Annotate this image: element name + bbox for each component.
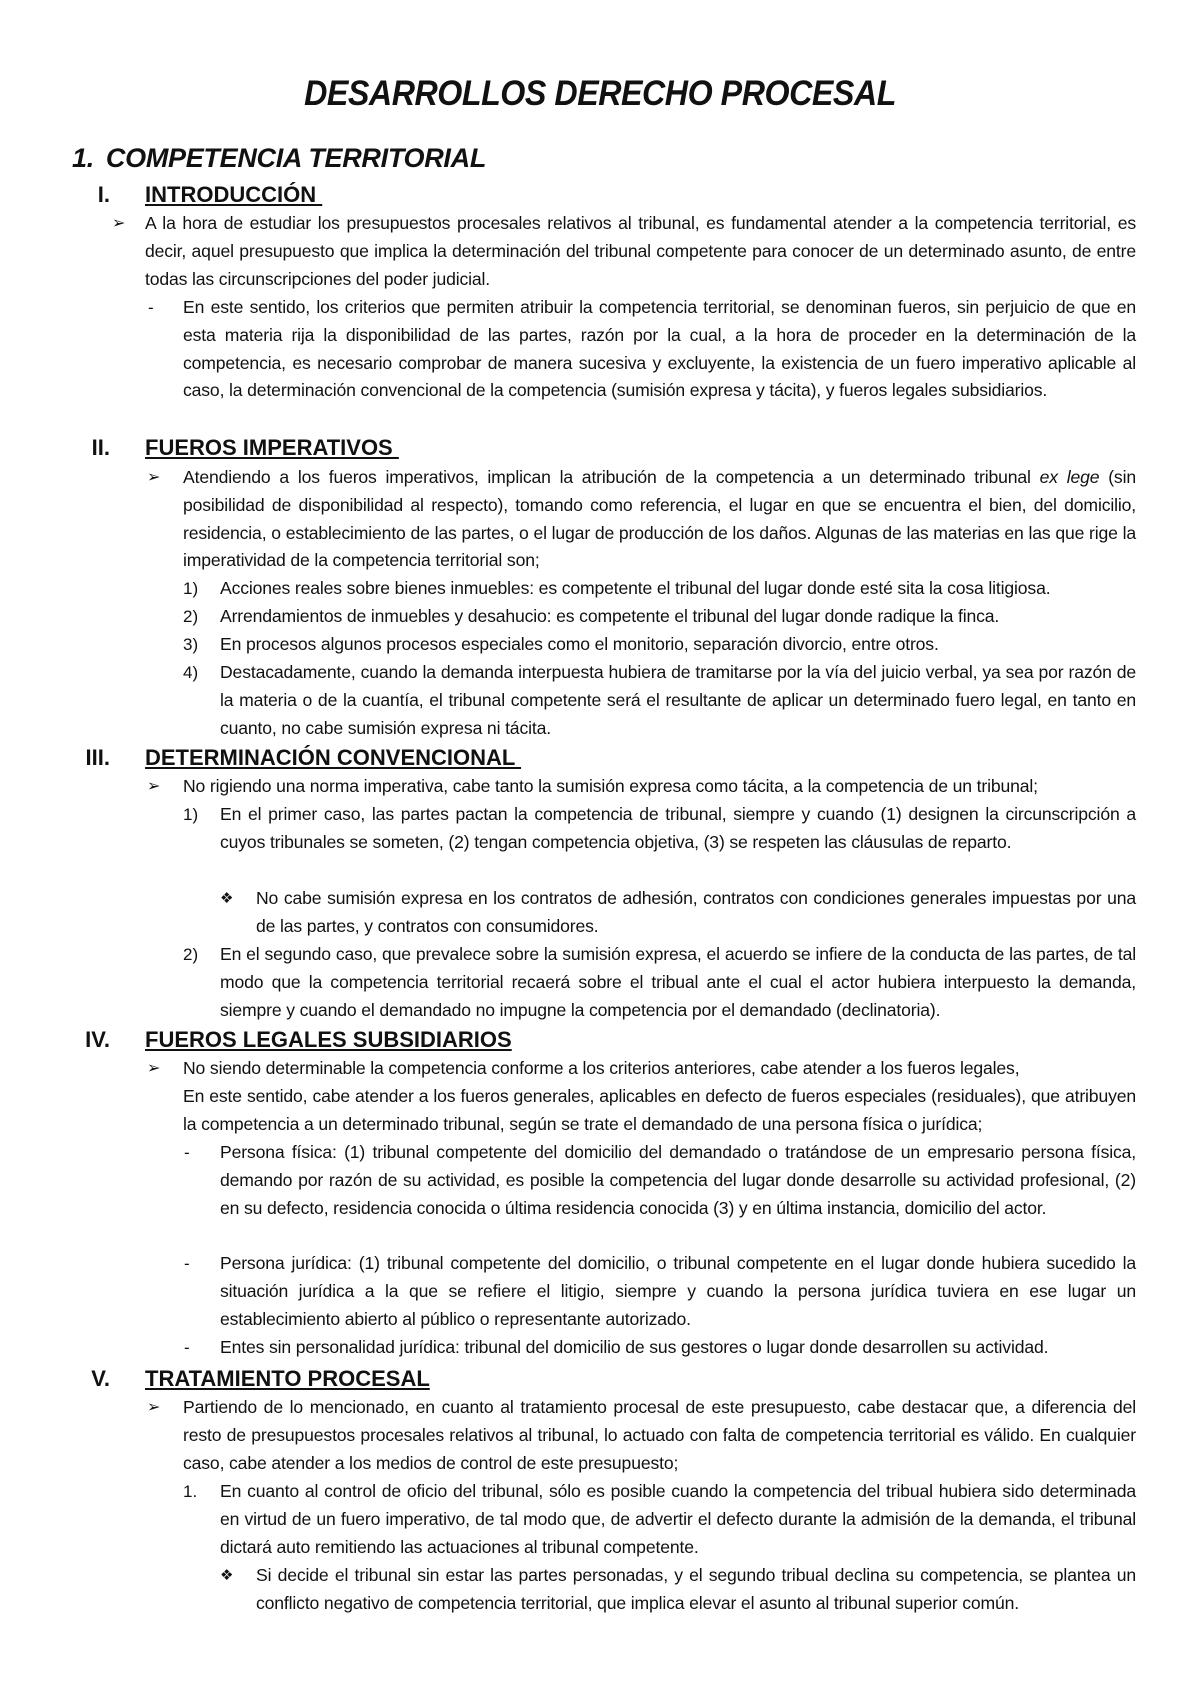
list-item: En procesos algunos procesos especiales como el monitorio, separación divorcio, entre otros. (220, 634, 939, 654)
dash-bullet-icon: - (148, 298, 154, 317)
list-number: 2) (183, 607, 199, 626)
section-title: TRATAMIENTO PROCESAL (145, 1366, 430, 1391)
sub-list-item: Si decide el tribunal sin estar las partes personadas, y el segundo tribual declina su competencia, se plantea un conflicto negativo de competencia territorial, que implica elevar el asunto al tribunal superior común. (256, 1565, 1136, 1613)
chapter-number: 1. (72, 143, 94, 173)
chapter-title: COMPETENCIA TERRITORIAL (105, 143, 487, 173)
paragraph: No rigiendo una norma imperativa, cabe tanto la sumisión expresa como tácita, a la competencia de un tribunal; (183, 776, 1038, 796)
section-number: V. (91, 1366, 110, 1391)
list-item: Acciones reales sobre bienes inmuebles: es competente el tribunal del lugar donde esté sita la cosa litigiosa. (220, 578, 1051, 598)
paragraph: Partiendo de lo mencionado, en cuanto al tratamiento procesal de este presupuesto, cabe destacar que, a diferencia del resto de presupuestos procesales relativos al tribunal, lo actuado con falta de competencia territorial es válido. En cualquier caso, cabe atender a los medios de control de este presupuesto; (183, 1397, 1136, 1473)
list-item: En el segundo caso, que prevalece sobre la sumisión expresa, el acuerdo se infiere de la conducta de las partes, de tal modo que la competencia territorial recaerá sobre el tribual ante el cual el actor hubiera interpuesto la demanda, siempre y cuando el demandado no impugne la competencia por el demandado (declinatoria). (220, 944, 1136, 1020)
arrow-bullet-icon: ➢ (112, 215, 126, 232)
list-number: 3) (183, 635, 199, 654)
list-item: Persona jurídica: (1) tribunal competente del domicilio, o tribunal competente en el lugar donde hubiera sucedido la situación jurídica a la que se refiere el litigio, siempre y cuando la persona jurídica tuviera en ese lugar un establecimiento abierto al público o representante autorizado. (220, 1253, 1136, 1329)
latin-term: ex lege (1039, 467, 1100, 487)
paragraph: A la hora de estudiar los presupuestos procesales relativos al tribunal, es fundamental atender a la competencia territorial, es decir, aquel presupuesto que implica la determinación del tribunal competente para conocer de un determinado asunto, de entre todas las circunscripciones del poder judicial. (145, 213, 1136, 289)
paragraph: No siendo determinable la competencia conforme a los criterios anteriores, cabe atender a los fueros legales, (183, 1058, 1020, 1078)
arrow-bullet-icon: ➢ (147, 778, 161, 795)
arrow-bullet-icon: ➢ (147, 469, 161, 486)
arrow-bullet-icon: ➢ (147, 1060, 161, 1077)
list-item: Arrendamientos de inmuebles y desahucio: es competente el tribunal del lugar donde radique la finca. (220, 606, 1000, 626)
chapter-heading (72, 143, 486, 174)
arrow-bullet-icon: ➢ (147, 1399, 161, 1416)
dash-bullet-icon: - (184, 1143, 190, 1162)
list-number: 1) (183, 805, 199, 824)
document-title: DESARROLLOS DERECHO PROCESAL (304, 74, 896, 113)
paragraph-text: (sin posibilidad de disponibilidad al respecto), tomando como referencia, el lugar en que se encuentra el bien, del domicilio, residencia, o establecimiento de las partes, o el lugar de producción de los daños. Algunas de las materias en las que rige la imperatividad de la competencia territorial son; (183, 467, 1136, 571)
list-item: Entes sin personalidad jurídica: tribunal del domicilio de sus gestores o lugar donde desarrollen su actividad. (220, 1337, 1049, 1357)
sub-list-item: No cabe sumisión expresa en los contratos de adhesión, contratos con condiciones generales impuestas por una de las partes, y contratos con consumidores. (256, 888, 1136, 936)
section-title: DETERMINACIÓN CONVENCIONAL (145, 745, 522, 770)
list-number: 1. (183, 1482, 198, 1501)
section-number: I. (97, 182, 110, 207)
section-number: IV. (85, 1027, 110, 1052)
diamond-bullet-icon: ❖ (220, 890, 234, 907)
section-title: INTRODUCCIÓN (145, 182, 323, 207)
paragraph-text: Atendiendo a los fueros imperativos, implican la atribución de la competencia a un determinado tribunal (183, 467, 1040, 487)
list-item: En cuanto al control de oficio del tribunal, sólo es posible cuando la competencia del tribual hubiera sido determinada en virtud de un fuero imperativo, de tal modo que, de advertir el defecto durante la admisión de la demanda, el tribunal dictará auto remitiendo las actuaciones al tribunal competente. (220, 1481, 1136, 1557)
list-number: 4) (183, 663, 199, 682)
diamond-bullet-icon: ❖ (220, 1567, 234, 1584)
dash-bullet-icon: - (184, 1254, 190, 1273)
list-item: Destacadamente, cuando la demanda interpuesta hubiera de tramitarse por la vía del juicio verbal, ya sea por razón de la materia o de la cuantía, el tribunal competente será el resultante de aplicar un determinado fuero legal, en tanto en cuanto, no cabe sumisión expresa ni tácita. (220, 662, 1136, 738)
paragraph: En este sentido, cabe atender a los fueros generales, aplicables en defecto de fueros especiales (residuales), que atribuyen la competencia a un determinado tribunal, según se trate el demandado de una persona física o jurídica; (183, 1086, 1136, 1134)
paragraph (183, 464, 1136, 575)
section-title: FUEROS LEGALES SUBSIDIARIOS (145, 1027, 512, 1052)
list-item: En el primer caso, las partes pactan la competencia de tribunal, siempre y cuando (1) designen la circunscripción a cuyos tribunales se someten, (2) tengan competencia objetiva, (3) se respeten las cláusulas de reparto. (220, 804, 1136, 852)
section-number: II. (91, 435, 110, 460)
list-item: Persona física: (1) tribunal competente del domicilio del demandado o tratándose de un empresario persona física, demando por razón de su actividad, es posible la competencia del lugar donde desarrolle su actividad profesional, (2) en su defecto, residencia conocida o última residencia conocida (3) y en última instancia, domicilio del actor. (220, 1142, 1136, 1218)
paragraph: En este sentido, los criterios que permiten atribuir la competencia territorial, se denominan fueros, sin perjuicio de que en esta materia rija la disponibilidad de las partes, razón por la cual, a la hora de proceder en la determinación de la competencia, es necesario comprobar de manera sucesiva y excluyente, la existencia de un fuero imperativo aplicable al caso, la determinación convencional de la competencia (sumisión expresa y tácita), y fueros legales subsidiarios. (183, 297, 1136, 401)
list-number: 1) (183, 579, 199, 598)
section-title: FUEROS IMPERATIVOS (145, 435, 399, 460)
list-number: 2) (183, 945, 199, 964)
dash-bullet-icon: - (184, 1338, 190, 1357)
section-number: III. (85, 745, 110, 770)
